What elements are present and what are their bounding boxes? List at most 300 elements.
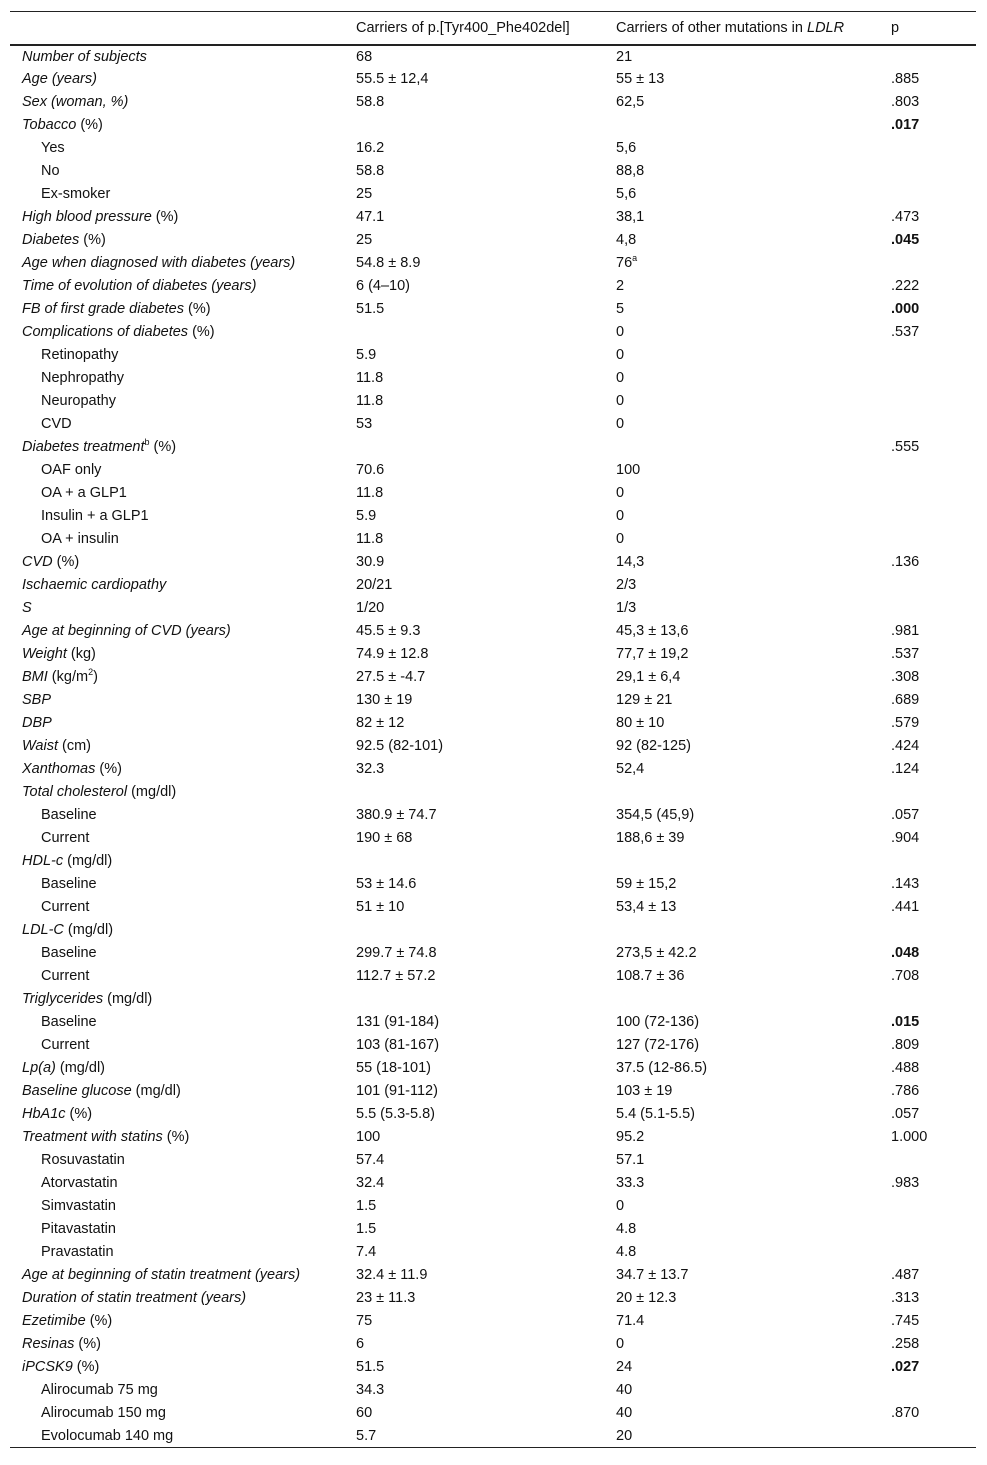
row-label: Current (41, 830, 90, 846)
row-label: Baseline (41, 945, 97, 961)
p-value: .537 (891, 646, 920, 662)
group2-value: 0 (616, 347, 625, 363)
group2-value: 37.5 (12-86.5) (616, 1060, 708, 1076)
table-row (10, 229, 976, 252)
group2-value: 0 (616, 324, 625, 340)
row-label: Age at beginning of statin treatment (years) (22, 1267, 301, 1283)
p-value: .045 (891, 232, 920, 248)
table-row (10, 781, 976, 804)
table-row (10, 666, 976, 689)
p-value: .143 (891, 876, 920, 892)
table-row (10, 91, 976, 114)
group1-value: 68 (356, 48, 373, 65)
row-label: Retinopathy (41, 347, 119, 363)
table-row (10, 712, 976, 735)
table-row (10, 114, 976, 137)
row-label: S (22, 600, 32, 616)
table-row (10, 1103, 976, 1126)
group2-value (616, 919, 891, 942)
group1-value: 5.9 (356, 508, 377, 524)
group2-value: 14,3 (616, 554, 645, 570)
group2-value: 20 ± 12.3 (616, 1290, 677, 1306)
table-row (10, 689, 976, 712)
group1-value: 58.8 (356, 163, 385, 179)
group2-value: 100 (616, 462, 641, 478)
group2-value: 24 (616, 1359, 633, 1375)
group1-value (356, 988, 616, 1011)
table-row (10, 344, 976, 367)
row-label: Baseline (41, 807, 97, 823)
group2-value: 57.1 (616, 1152, 645, 1168)
table-row (10, 206, 976, 229)
group1-value: 101 (91-112) (356, 1083, 438, 1099)
group1-value (356, 919, 616, 942)
row-label: Alirocumab 75 mg (41, 1382, 158, 1398)
table-row (10, 390, 976, 413)
table-row (10, 735, 976, 758)
group2-value: 2/3 (616, 577, 637, 593)
group2-value (616, 114, 891, 137)
row-label: Number of subjects (22, 48, 147, 65)
table-row (10, 183, 976, 206)
p-value: .057 (891, 807, 920, 823)
group1-value: 27.5 ± -4.7 (356, 669, 426, 685)
p-value (891, 597, 976, 620)
group1-value: 25 (356, 232, 373, 248)
group1-value: 1/20 (356, 600, 385, 616)
group2-value: 5,6 (616, 140, 637, 156)
row-label: BMI $(kg/m^2)$ (22, 667, 98, 685)
table-row (10, 505, 976, 528)
p-value: .424 (891, 738, 920, 754)
group1-value (356, 114, 616, 137)
row-label: Complications of diabetes (%) (22, 324, 215, 340)
p-value: .488 (891, 1060, 920, 1076)
group1-value: 54.8 ± 8.9 (356, 255, 421, 271)
row-label: HDL-c (mg/dl) (22, 853, 113, 869)
table-row (10, 1149, 976, 1172)
p-value: .786 (891, 1083, 920, 1099)
group1-value: 112.7 ± 57.2 (356, 968, 436, 984)
table-row (10, 574, 976, 597)
p-value (891, 137, 976, 160)
group2-value: 20 (616, 1425, 891, 1448)
row-label: Resinas (%) (22, 1336, 101, 1352)
table-body (10, 45, 976, 1448)
row-label: Ischaemic cardiopathy (22, 577, 167, 593)
row-label: SBP (22, 692, 52, 708)
table-row (10, 528, 976, 551)
group1-value: 57.4 (356, 1152, 385, 1168)
group1-value: 32.3 (356, 761, 385, 777)
row-label: Nephropathy (41, 370, 125, 386)
table-row (10, 298, 976, 321)
table-row (10, 850, 976, 873)
p-value (891, 45, 976, 68)
table-header-row (10, 12, 976, 45)
group1-value: 11.8 (356, 531, 384, 547)
group2-value (616, 850, 891, 873)
row-label: OA + insulin (41, 531, 119, 547)
group2-value: 188,6 ± 39 (616, 830, 685, 846)
group1-value: 299.7 ± 74.8 (356, 945, 437, 961)
group2-value: 92 (82-125) (616, 738, 691, 754)
p-value: .048 (891, 945, 920, 961)
p-value (891, 344, 976, 367)
p-value: .689 (891, 692, 920, 708)
row-label: Total cholesterol (mg/dl) (22, 784, 177, 800)
group2-value: 0 (616, 393, 625, 409)
row-label: LDL-C (mg/dl) (22, 922, 114, 938)
table-row (10, 1080, 976, 1103)
group2-value: 1/3 (616, 600, 637, 616)
results-table-container (10, 11, 976, 1448)
p-value: .441 (891, 899, 920, 915)
p-value (891, 160, 976, 183)
p-value (891, 367, 976, 390)
row-label: Yes (41, 140, 65, 156)
p-value (891, 390, 976, 413)
table-row (10, 68, 976, 91)
group1-value: 70.6 (356, 462, 385, 478)
table-row (10, 1195, 976, 1218)
p-value (891, 1379, 976, 1402)
row-label: Age when diagnosed with diabetes (years) (22, 255, 296, 271)
row-label: Duration of statin treatment (years) (22, 1290, 247, 1306)
group1-value (356, 850, 616, 873)
p-value: .313 (891, 1290, 920, 1306)
group1-value: 25 (356, 186, 373, 202)
row-label: Alirocumab 150 mg (41, 1405, 166, 1421)
group2-value: 40 (616, 1405, 633, 1421)
table-row (10, 1034, 976, 1057)
group1-value: 55.5 ± 12,4 (356, 71, 429, 87)
p-value: .057 (891, 1106, 920, 1122)
group2-value: 4,8 (616, 232, 637, 248)
group1-value: 32.4 (356, 1175, 385, 1191)
group2-value: 127 (72-176) (616, 1037, 700, 1053)
row-label: Diabetes treatment$^b$ (%) (22, 437, 177, 455)
row-label: Pravastatin (41, 1244, 114, 1260)
row-label: Weight (kg) (22, 646, 96, 662)
p-value (891, 919, 976, 942)
group1-value: 190 ± 68 (356, 830, 413, 846)
row-label: CVD (41, 416, 72, 432)
p-value (891, 413, 976, 436)
table-row (10, 1287, 976, 1310)
row-label: Current (41, 899, 90, 915)
group2-value: 108.7 ± 36 (616, 968, 685, 984)
group1-value: 32.4 ± 11.9 (356, 1267, 428, 1283)
group1-value: 1.5 (356, 1221, 377, 1237)
table-row (10, 1264, 976, 1287)
table-row (10, 367, 976, 390)
group1-value: 60 (356, 1405, 373, 1421)
header-group1: Carriers of p.[Tyr400_Phe402del] (356, 12, 616, 45)
p-value (891, 1218, 976, 1241)
header-variable (10, 12, 356, 45)
p-value (891, 850, 976, 873)
row-label: Treatment with statins (%) (22, 1129, 190, 1145)
group2-value: 5.4 (5.1-5.5) (616, 1106, 695, 1122)
row-label: High blood pressure (%) (22, 209, 179, 225)
group2-value: 53,4 ± 13 (616, 899, 677, 915)
p-value: .885 (891, 71, 920, 87)
table-row (10, 643, 976, 666)
row-label: Sex (woman, %) (22, 94, 129, 110)
row-label: Xanthomas (%) (22, 761, 122, 777)
group1-value: 23 ± 11.3 (356, 1290, 416, 1306)
p-value (891, 781, 976, 804)
p-value: .745 (891, 1313, 920, 1329)
header-p: p (891, 12, 976, 45)
p-value (891, 528, 976, 551)
group2-value (616, 988, 891, 1011)
p-value (891, 183, 976, 206)
table-row (10, 482, 976, 505)
group1-value: 16.2 (356, 140, 385, 156)
group1-value: 53 ± 14.6 (356, 876, 417, 892)
table-row (10, 1172, 976, 1195)
row-label: Insulin + a GLP1 (41, 508, 149, 524)
table-row (10, 1241, 976, 1264)
group2-value: 354,5 (45,9) (616, 807, 695, 823)
row-label: Tobacco (%) (22, 117, 103, 133)
group1-value: 103 (81-167) (356, 1037, 440, 1053)
table-row (10, 1425, 976, 1448)
row-label: Lp(a) (mg/dl) (22, 1060, 106, 1076)
group1-value: 55 (18-101) (356, 1060, 431, 1076)
row-label: Atorvastatin (41, 1175, 118, 1191)
group1-value: 47.1 (356, 209, 385, 225)
group2-value: 0 (616, 1198, 625, 1214)
p-value: .017 (891, 117, 920, 133)
group2-value: 5,6 (616, 186, 637, 202)
table-row (10, 1356, 976, 1379)
p-value: 1.000 (891, 1129, 928, 1145)
group2-value: 4.8 (616, 1244, 637, 1260)
group2-value: 2 (616, 278, 625, 294)
table-row (10, 988, 976, 1011)
p-value: .308 (891, 669, 920, 685)
row-label: Age at beginning of CVD (years) (22, 623, 231, 639)
group2-value: 0 (616, 508, 625, 524)
group2-value (616, 436, 891, 459)
group1-value: 53 (356, 416, 373, 432)
row-label: Triglycerides (mg/dl) (22, 991, 153, 1007)
table-row (10, 1057, 976, 1080)
group1-value: 58.8 (356, 94, 385, 110)
p-value: .904 (891, 830, 920, 846)
table-row (10, 413, 976, 436)
table-row (10, 896, 976, 919)
group1-value: 5.9 (356, 347, 377, 363)
p-value: .983 (891, 1175, 920, 1191)
group1-value: 100 (356, 1129, 381, 1145)
p-value (891, 505, 976, 528)
row-label: No (41, 163, 60, 179)
row-label: Simvastatin (41, 1198, 116, 1214)
group2-value: 103 ± 19 (616, 1083, 673, 1099)
group1-value: 51.5 (356, 301, 385, 317)
group2-value: 71.4 (616, 1313, 645, 1329)
group2-value: 21 (616, 48, 633, 65)
group2-value: 76$^a$ (616, 253, 638, 271)
group1-value: 92.5 (82-101) (356, 738, 444, 754)
p-value: .803 (891, 94, 920, 110)
group2-value: 5 (616, 301, 625, 317)
group2-value: 0 (616, 485, 625, 501)
row-label: Rosuvastatin (41, 1152, 125, 1168)
row-label: Baseline (41, 876, 97, 892)
p-value: .708 (891, 968, 920, 984)
group2-value: 29,1 ± 6,4 (616, 669, 681, 685)
p-value (891, 1241, 976, 1264)
group2-value: 273,5 ± 42.2 (616, 945, 697, 961)
group2-value: 33.3 (616, 1175, 645, 1191)
group1-value: 1.5 (356, 1198, 377, 1214)
table-row (10, 873, 976, 896)
row-label: Evolocumab 140 mg (10, 1425, 356, 1448)
p-value: .981 (891, 623, 920, 639)
table-row (10, 459, 976, 482)
group1-value: 11.8 (356, 370, 384, 386)
table-row (10, 436, 976, 459)
p-value: .537 (891, 324, 920, 340)
p-value (891, 1425, 976, 1448)
group1-value: 130 ± 19 (356, 692, 413, 708)
table-row (10, 252, 976, 275)
group1-value: 30.9 (356, 554, 385, 570)
table-row (10, 965, 976, 988)
group2-value: 0 (616, 416, 625, 432)
p-value: .258 (891, 1336, 920, 1352)
table-row (10, 919, 976, 942)
table-row (10, 1333, 976, 1356)
p-value (891, 1195, 976, 1218)
p-value (891, 1149, 976, 1172)
group2-value: 80 ± 10 (616, 715, 665, 731)
row-label: DBP (22, 715, 52, 731)
group1-value: 6 (4–10) (356, 278, 411, 294)
p-value: .870 (891, 1405, 920, 1421)
group2-value: 34.7 ± 13.7 (616, 1267, 689, 1283)
group2-value: 59 ± 15,2 (616, 876, 677, 892)
row-label: OA + a GLP1 (41, 485, 127, 501)
group1-value (356, 321, 616, 344)
group1-value: 6 (356, 1336, 365, 1352)
group1-value: 74.9 ± 12.8 (356, 646, 429, 662)
table-row (10, 1218, 976, 1241)
row-label: Ezetimibe (%) (22, 1313, 113, 1329)
group1-value: 11.8 (356, 485, 384, 501)
row-label: OAF only (41, 462, 102, 478)
p-value (891, 482, 976, 505)
p-value (891, 459, 976, 482)
table-row (10, 1126, 976, 1149)
table-row (10, 45, 976, 68)
group1-value: 51.5 (356, 1359, 385, 1375)
table-row (10, 1402, 976, 1425)
p-value: .124 (891, 761, 920, 777)
group2-value: 95.2 (616, 1129, 645, 1145)
group1-value: 51 ± 10 (356, 899, 405, 915)
p-value (891, 252, 976, 275)
table-row (10, 827, 976, 850)
group1-value: 82 ± 12 (356, 715, 405, 731)
table-row (10, 942, 976, 965)
group1-value: 5.7 (356, 1425, 616, 1448)
p-value: .473 (891, 209, 920, 225)
row-label: Neuropathy (41, 393, 116, 409)
group2-value: 100 (72-136) (616, 1014, 700, 1030)
group2-value (616, 781, 891, 804)
row-label: Current (41, 1037, 90, 1053)
row-label: Pitavastatin (41, 1221, 116, 1237)
group2-value: 88,8 (616, 163, 645, 179)
group1-value: 7.4 (356, 1244, 377, 1260)
group1-value: 131 (91-184) (356, 1014, 440, 1030)
results-table (10, 11, 976, 1448)
group2-value: 129 ± 21 (616, 692, 673, 708)
group2-value: 52,4 (616, 761, 645, 777)
group1-value: 75 (356, 1313, 373, 1329)
row-label: Baseline (41, 1014, 97, 1030)
p-value (891, 574, 976, 597)
p-value (891, 988, 976, 1011)
row-label: Diabetes (%) (22, 232, 106, 248)
p-value: .555 (891, 439, 920, 455)
row-label: Time of evolution of diabetes (years) (22, 278, 257, 294)
group2-value: 0 (616, 531, 625, 547)
p-value: .487 (891, 1267, 920, 1283)
table-row (10, 1379, 976, 1402)
table-row (10, 804, 976, 827)
table-row (10, 1011, 976, 1034)
group1-value: 5.5 (5.3-5.8) (356, 1106, 435, 1122)
group1-value: 380.9 ± 74.7 (356, 807, 437, 823)
row-label: CVD (%) (22, 554, 80, 570)
table-row (10, 551, 976, 574)
table-row (10, 758, 976, 781)
row-label: Current (41, 968, 90, 984)
row-label: FB of first grade diabetes (%) (22, 301, 211, 317)
row-label: Waist (cm) (22, 738, 92, 754)
row-label: Baseline glucose (mg/dl) (22, 1083, 181, 1099)
table-row (10, 275, 976, 298)
row-label: iPCSK9 (%) (22, 1359, 100, 1375)
group1-value: 45.5 ± 9.3 (356, 623, 421, 639)
group1-value (356, 436, 616, 459)
group2-value: 4.8 (616, 1221, 637, 1237)
p-value: .579 (891, 715, 920, 731)
p-value: .000 (891, 301, 920, 317)
group1-value: 11.8 (356, 393, 384, 409)
group1-value: 20/21 (356, 577, 393, 593)
p-value: .809 (891, 1037, 920, 1053)
group1-value (356, 781, 616, 804)
row-label: HbA1c (%) (22, 1106, 93, 1122)
table-row (10, 321, 976, 344)
group2-value: 62,5 (616, 94, 645, 110)
table-row (10, 597, 976, 620)
group2-value: 45,3 ± 13,6 (616, 623, 689, 639)
header-group2: Carriers of other mutations in LDLR (616, 12, 891, 45)
group2-value: 0 (616, 370, 625, 386)
p-value: .015 (891, 1014, 920, 1030)
group2-value: 40 (616, 1382, 633, 1398)
group1-value: 34.3 (356, 1382, 385, 1398)
